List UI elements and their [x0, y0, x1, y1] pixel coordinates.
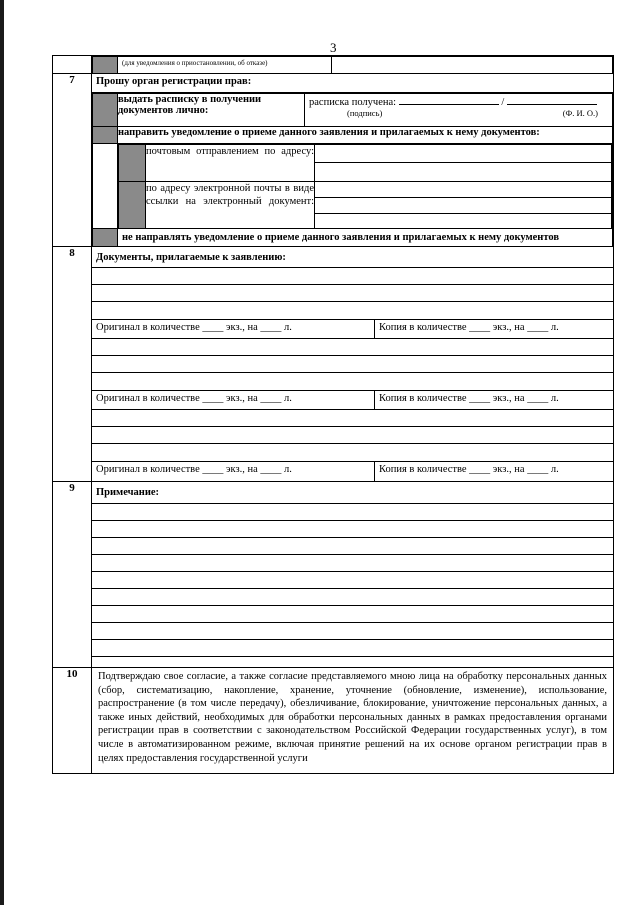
note-line[interactable] [92, 572, 613, 589]
section-8-number: 8 [53, 247, 92, 482]
receipt-received-label: расписка получена: [309, 97, 397, 108]
receipt-option: выдать расписку в получении документов лично: [118, 94, 305, 127]
copy-count: Копия в количестве ____ экз., на ____ л. [379, 464, 559, 475]
page-edge-shadow [0, 0, 4, 905]
note-line[interactable] [92, 623, 613, 640]
documents-line[interactable] [92, 302, 613, 320]
email-checkbox[interactable] [119, 182, 146, 229]
document-count-row [92, 320, 613, 339]
note-line[interactable] [92, 521, 613, 538]
name-field[interactable] [507, 104, 597, 105]
section-10-number: 10 [53, 668, 92, 774]
notify-checkbox[interactable] [93, 127, 118, 144]
note-line[interactable] [92, 504, 613, 521]
documents-line[interactable] [92, 444, 613, 462]
consent-text: Подтверждаю свое согласие, а также согласие представляемого мною лица на обработку персональных данных (сбор, систематизацию, накопление, хранение, уточнение (обновление, изменение), использование, распространение (в том числе передачу), обезличивание, блокирование, уничтожение персональных данных, а также иных действий, необходимых для обработки персональных данных в рамках предоставления органами регистрации прав в соответствии с законодательством Российской Федерации государственных услуг), в том числе в автоматизированном режиме, включая принятие решений на их основе органом регистрации прав в целях предоставления государственной услуги [98, 671, 607, 764]
copy-count: Копия в количестве ____ экз., на ____ л. [379, 393, 559, 404]
original-count: Оригинал в количестве ____ экз., на ____ л. [92, 320, 375, 338]
checkbox-shade[interactable] [93, 57, 118, 74]
no-notify-option: не направлять уведомление о приеме данного заявления и прилагаемых к нему документов [118, 229, 613, 247]
section-9-number: 9 [53, 482, 92, 668]
document-count-row [92, 391, 613, 410]
section-8 [53, 247, 614, 482]
email-line-1[interactable] [315, 182, 611, 198]
receipt-received-cell: расписка получена: / (подпись) (Ф. И. О.) [305, 94, 613, 127]
documents-line[interactable] [92, 427, 613, 444]
by-mail-option: почтовым отправлением по адресу: [146, 145, 315, 182]
document-count-row [92, 462, 613, 481]
documents-line[interactable] [92, 356, 613, 373]
section-10 [53, 668, 614, 774]
no-notify-checkbox[interactable] [93, 229, 118, 247]
note-line[interactable] [92, 606, 613, 623]
page-number: 3 [330, 40, 337, 55]
receipt-checkbox[interactable] [93, 94, 118, 127]
email-line-3[interactable] [315, 214, 611, 228]
note-line[interactable] [92, 640, 613, 657]
original-count: Оригинал в количестве ____ экз., на ____ л. [92, 391, 375, 409]
documents-line[interactable] [92, 373, 613, 391]
application-form [52, 55, 614, 774]
documents-line[interactable] [92, 268, 613, 285]
documents-line[interactable] [92, 410, 613, 427]
note-line[interactable] [92, 589, 613, 606]
top-continuation-row [53, 56, 614, 74]
section-7-number: 7 [53, 74, 92, 247]
copy-count: Копия в количестве ____ экз., на ____ л. [379, 322, 559, 333]
signature-field[interactable] [399, 104, 499, 105]
mail-address-line-1[interactable] [315, 145, 611, 163]
documents-line[interactable] [92, 285, 613, 302]
name-caption: (Ф. И. О.) [562, 108, 598, 118]
note-line[interactable] [92, 538, 613, 555]
email-line-2[interactable] [315, 198, 611, 214]
mail-address-line-2[interactable] [315, 163, 611, 181]
section-7 [53, 74, 614, 247]
section-8-heading: Документы, прилагаемые к заявлению: [92, 247, 613, 268]
note-line[interactable] [92, 555, 613, 572]
original-count: Оригинал в количестве ____ экз., на ____ л. [92, 462, 375, 481]
top-note: (для уведомления о приостановлении, об отказе) [118, 57, 332, 74]
documents-line[interactable] [92, 339, 613, 356]
mail-checkbox[interactable] [119, 145, 146, 182]
signature-caption: (подпись) [347, 108, 383, 118]
section-9 [53, 482, 614, 668]
notify-option: направить уведомление о приеме данного заявления и прилагаемых к нему документов: [118, 127, 613, 144]
section-9-heading: Примечание: [92, 482, 613, 504]
by-email-option: по адресу электронной почты в виде ссылки на электронный документ: [146, 182, 315, 229]
section-7-heading: Прошу орган регистрации прав: [92, 74, 613, 93]
